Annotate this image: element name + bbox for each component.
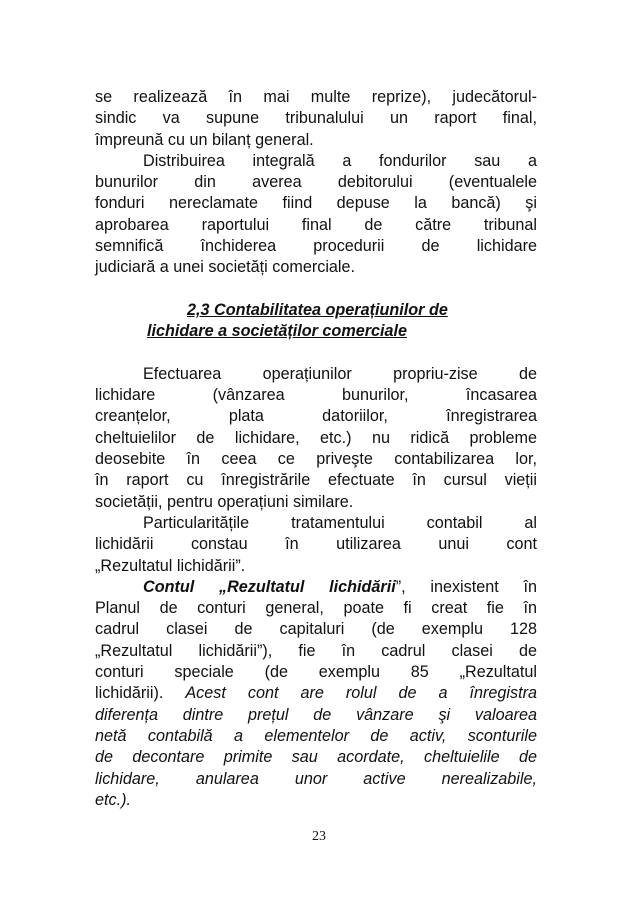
text-line: cheltuielilor de lichidare, etc.) nu ridică probleme xyxy=(95,428,537,447)
text-line: de decontare primite sau acordate, cheltuielile de xyxy=(95,748,537,767)
text-line: împreună cu un bilanț general. xyxy=(95,130,314,149)
text-line: creanțelor, plata datoriilor, înregistrarea xyxy=(95,407,537,426)
text-line: aprobarea raportului final de către tribunal xyxy=(95,215,537,234)
account-name-emphasis: Contul „Rezultatul lichidării xyxy=(143,577,396,596)
text-line xyxy=(95,577,537,598)
italic-run: Acest cont are rolul de a înregistra xyxy=(185,684,537,703)
text-line: cadrul clasei de capitaluri (de exemplu 128 xyxy=(95,620,537,639)
text-line: „Rezultatul lichidării”), fie în cadrul clasei de xyxy=(95,641,537,660)
text-line: Particularitățile tratamentului contabil al xyxy=(143,513,537,532)
text-line: lichidare, anularea unor active nerealizabile, xyxy=(95,769,537,788)
operations-paragraph xyxy=(95,364,537,513)
text-line: „Rezultatul lichidării”. xyxy=(95,556,246,575)
text-run: ”, inexistent în xyxy=(395,577,537,596)
text-line: fonduri nereclamate fiind depuse la bancă) şi xyxy=(95,194,537,213)
text-line: lichidării constau în utilizarea unui cont xyxy=(95,535,537,554)
intro-paragraph xyxy=(95,87,537,151)
account-paragraph xyxy=(95,577,537,811)
text-line: în raport cu înregistrările efectuate în cursul vieții xyxy=(95,471,537,490)
page-number: 23 xyxy=(312,829,326,844)
distribution-paragraph xyxy=(95,151,537,279)
section-title-line-1: 2,3 Contabilitatea operațiunilor de xyxy=(187,300,448,319)
text-line: conturi speciale (de exemplu 85 „Rezultatul xyxy=(95,663,537,682)
text-line: Planul de conturi general, poate fi creat fie în xyxy=(95,599,537,618)
text-line: judiciară a unei societăți comerciale. xyxy=(95,258,356,277)
text-line: societății, pentru operațiuni similare. xyxy=(95,492,354,511)
text-line xyxy=(95,683,537,704)
text-line: lichidare (vânzarea bunurilor, încasarea xyxy=(95,386,537,405)
text-run: lichidării). xyxy=(95,684,186,703)
text-line: deosebite în ceea ce priveşte contabilizarea lor, xyxy=(95,450,537,469)
text-line: sindic va supune tribunalului un raport final, xyxy=(95,109,537,128)
text-line: semnifică închiderea procedurii de lichidare xyxy=(95,237,537,256)
text-line: etc.). xyxy=(95,790,131,809)
text-line: se realizează în mai multe reprize), judecătorul- xyxy=(95,88,537,106)
section-title-line-2: lichidare a societăților comerciale xyxy=(147,322,408,341)
particularities-paragraph xyxy=(95,513,537,577)
section-heading xyxy=(95,300,537,343)
text-line: bunurilor din averea debitorului (eventualele xyxy=(95,173,537,192)
text-line: diferența dintre prețul de vânzare şi valoarea xyxy=(95,705,537,724)
text-line: Distribuirea integrală a fondurilor sau a xyxy=(143,151,537,170)
text-line: netă contabilă a elementelor de activ, sconturile xyxy=(95,726,537,745)
page-text xyxy=(95,87,537,811)
text-line: Efectuarea operațiunilor propriu-zise de xyxy=(143,364,537,383)
